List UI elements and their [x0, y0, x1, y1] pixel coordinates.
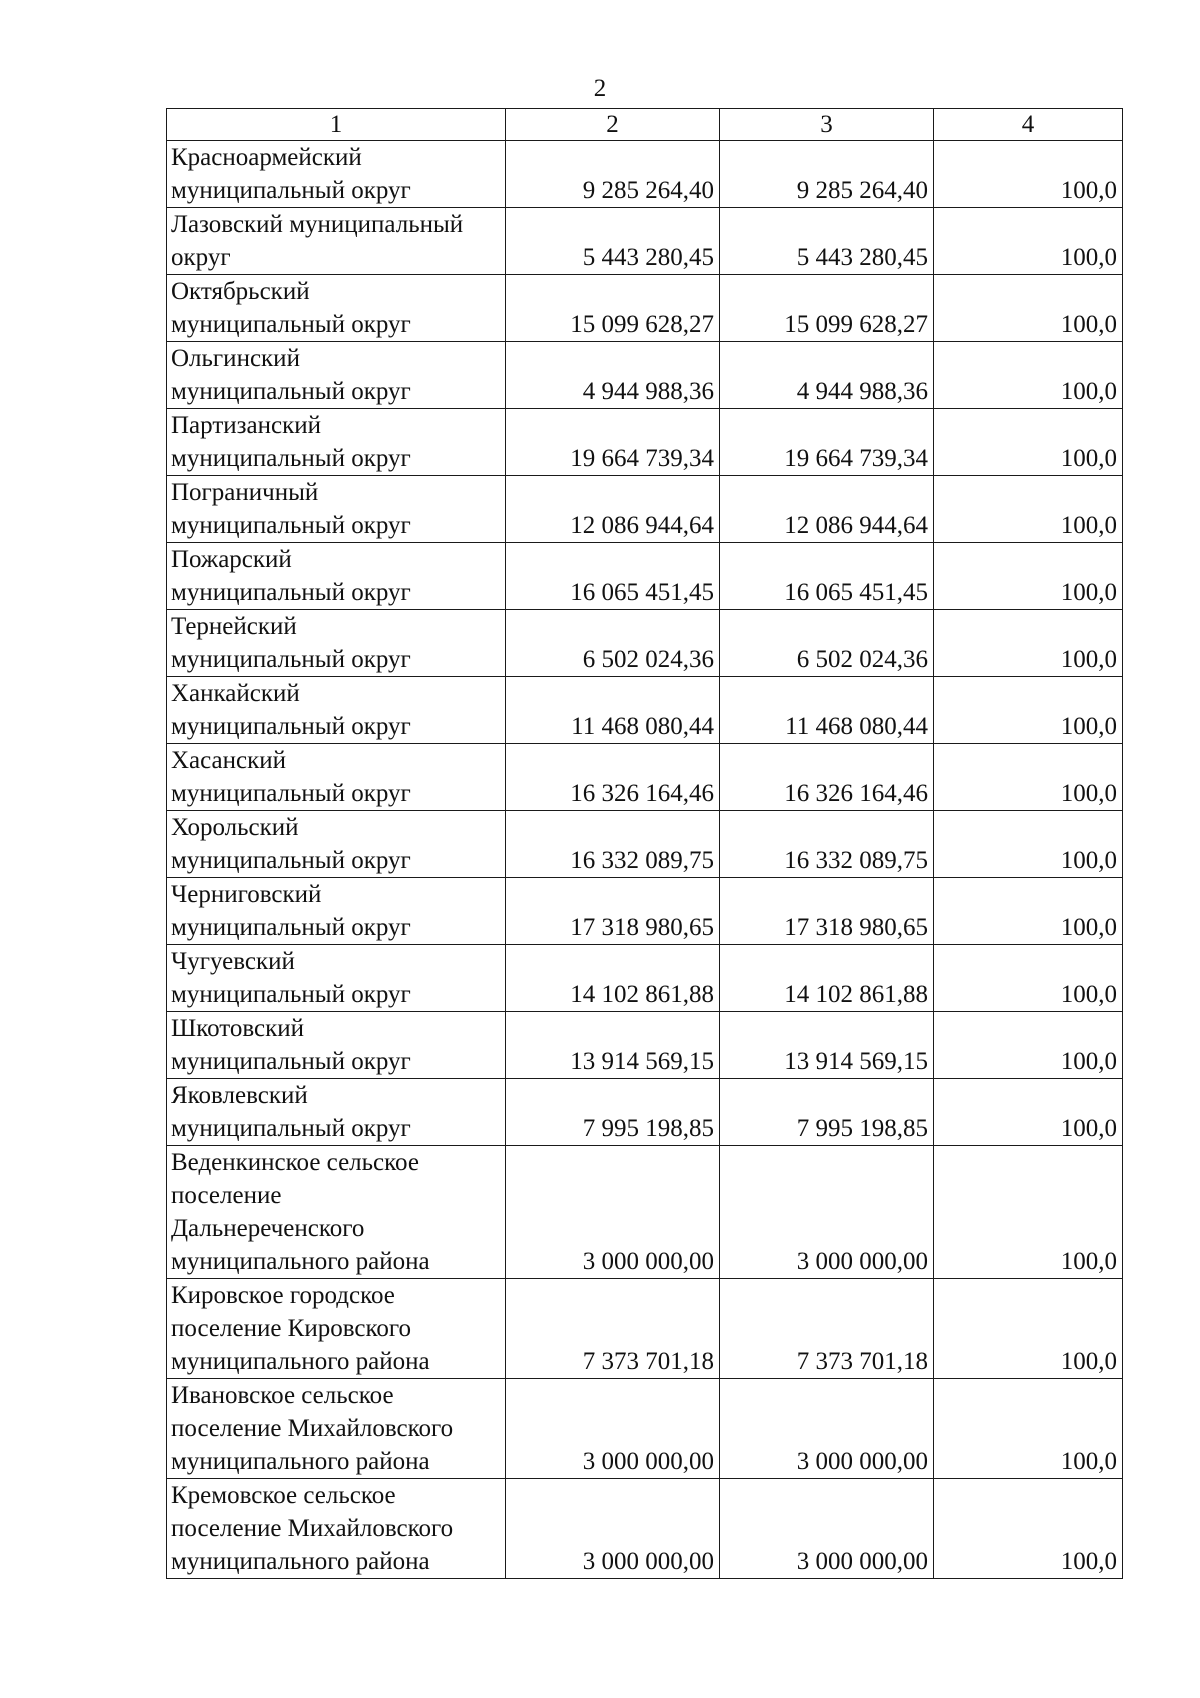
municipality-name-cell	[167, 409, 506, 476]
percent-cell: 100,0	[934, 1479, 1123, 1579]
amount-cell-col3: 6 502 024,36	[720, 610, 934, 677]
amount-cell-col3: 16 065 451,45	[720, 543, 934, 610]
percent-cell: 100,0	[934, 1379, 1123, 1479]
page-number: 2	[593, 75, 607, 102]
table-row	[167, 878, 1123, 945]
amount-cell-col2: 16 065 451,45	[506, 543, 720, 610]
municipality-name-cell	[167, 677, 506, 744]
municipality-name-cell	[167, 1012, 506, 1079]
municipality-name: Кировское городское поселение Кировского муниципального района	[171, 1282, 430, 1375]
amount-cell-col2: 19 664 739,34	[506, 409, 720, 476]
table-row	[167, 1479, 1123, 1579]
table-row	[167, 409, 1123, 476]
amount-cell-col2: 3 000 000,00	[506, 1146, 720, 1279]
municipality-name-cell	[167, 744, 506, 811]
amount-cell-col3: 13 914 569,15	[720, 1012, 934, 1079]
amount-cell-col2: 9 285 264,40	[506, 141, 720, 208]
amount-cell-col2: 3 000 000,00	[506, 1479, 720, 1579]
percent-cell: 100,0	[934, 409, 1123, 476]
municipality-name: Красноармейский муниципальный округ	[171, 144, 411, 204]
amount-cell-col3: 3 000 000,00	[720, 1479, 934, 1579]
municipality-name: Пожарский муниципальный округ	[171, 546, 411, 606]
municipality-name-cell	[167, 543, 506, 610]
percent-cell: 100,0	[934, 342, 1123, 409]
municipality-name-cell	[167, 945, 506, 1012]
amount-cell-col2: 7 373 701,18	[506, 1279, 720, 1379]
table-row	[167, 610, 1123, 677]
table-row	[167, 1079, 1123, 1146]
municipality-name: Тернейский муниципальный округ	[171, 613, 411, 673]
column-header-2: 2	[506, 109, 720, 141]
percent-cell: 100,0	[934, 677, 1123, 744]
amount-cell-col2: 16 326 164,46	[506, 744, 720, 811]
municipality-name-cell	[167, 1146, 506, 1279]
table-row	[167, 342, 1123, 409]
municipality-name: Пограничный муниципальный округ	[171, 479, 411, 539]
percent-cell: 100,0	[934, 878, 1123, 945]
amount-cell-col3: 19 664 739,34	[720, 409, 934, 476]
municipality-name-cell	[167, 342, 506, 409]
amount-cell-col3: 14 102 861,88	[720, 945, 934, 1012]
municipality-name: Хасанский муниципальный округ	[171, 747, 411, 807]
percent-cell: 100,0	[934, 1279, 1123, 1379]
table-row	[167, 945, 1123, 1012]
percent-cell: 100,0	[934, 543, 1123, 610]
percent-cell: 100,0	[934, 1146, 1123, 1279]
municipality-name: Октябрьский муниципальный округ	[171, 278, 411, 338]
table-row	[167, 1012, 1123, 1079]
amount-cell-col3: 3 000 000,00	[720, 1146, 934, 1279]
percent-cell: 100,0	[934, 1012, 1123, 1079]
amount-cell-col2: 14 102 861,88	[506, 945, 720, 1012]
allocation-table	[166, 108, 1123, 1579]
amount-cell-col3: 15 099 628,27	[720, 275, 934, 342]
municipality-name: Кремовское сельское поселение Михайловского муниципального района	[171, 1482, 454, 1575]
table-row	[167, 543, 1123, 610]
municipality-name-cell	[167, 1279, 506, 1379]
municipality-name: Шкотовский муниципальный округ	[171, 1015, 411, 1075]
municipality-name-cell	[167, 811, 506, 878]
percent-cell: 100,0	[934, 811, 1123, 878]
percent-cell: 100,0	[934, 275, 1123, 342]
amount-cell-col2: 12 086 944,64	[506, 476, 720, 543]
amount-cell-col2: 17 318 980,65	[506, 878, 720, 945]
amount-cell-col3: 17 318 980,65	[720, 878, 934, 945]
column-header-1: 1	[167, 109, 506, 141]
column-header-3: 3	[720, 109, 934, 141]
amount-cell-col3: 5 443 280,45	[720, 208, 934, 275]
amount-cell-col3: 3 000 000,00	[720, 1379, 934, 1479]
amount-cell-col3: 7 373 701,18	[720, 1279, 934, 1379]
municipality-name: Ивановское сельское поселение Михайловского муниципального района	[171, 1382, 454, 1475]
amount-cell-col2: 13 914 569,15	[506, 1012, 720, 1079]
municipality-name-cell	[167, 275, 506, 342]
amount-cell-col3: 9 285 264,40	[720, 141, 934, 208]
municipality-name: Черниговский муниципальный округ	[171, 881, 411, 941]
municipality-name-cell	[167, 1379, 506, 1479]
amount-cell-col2: 6 502 024,36	[506, 610, 720, 677]
municipality-name: Ханкайский муниципальный округ	[171, 680, 411, 740]
municipality-name-cell	[167, 141, 506, 208]
table-row	[167, 677, 1123, 744]
amount-cell-col3: 11 468 080,44	[720, 677, 934, 744]
municipality-name-cell	[167, 610, 506, 677]
municipality-name-cell	[167, 878, 506, 945]
table-row	[167, 208, 1123, 275]
percent-cell: 100,0	[934, 476, 1123, 543]
amount-cell-col2: 4 944 988,36	[506, 342, 720, 409]
amount-cell-col3: 7 995 198,85	[720, 1079, 934, 1146]
municipality-name-cell	[167, 1479, 506, 1579]
amount-cell-col2: 5 443 280,45	[506, 208, 720, 275]
amount-cell-col3: 4 944 988,36	[720, 342, 934, 409]
amount-cell-col2: 3 000 000,00	[506, 1379, 720, 1479]
municipality-name: Хорольский муниципальный округ	[171, 814, 411, 874]
amount-cell-col3: 12 086 944,64	[720, 476, 934, 543]
municipality-name: Яковлевский муниципальный округ	[171, 1082, 411, 1142]
table-row	[167, 275, 1123, 342]
municipality-name: Партизанский муниципальный округ	[171, 412, 411, 472]
percent-cell: 100,0	[934, 610, 1123, 677]
municipality-name-cell	[167, 1079, 506, 1146]
percent-cell: 100,0	[934, 208, 1123, 275]
municipality-name: Ольгинский муниципальный округ	[171, 345, 411, 405]
percent-cell: 100,0	[934, 744, 1123, 811]
table-row	[167, 1379, 1123, 1479]
percent-cell: 100,0	[934, 141, 1123, 208]
table-row	[167, 811, 1123, 878]
amount-cell-col2: 15 099 628,27	[506, 275, 720, 342]
percent-cell: 100,0	[934, 945, 1123, 1012]
column-header-4: 4	[934, 109, 1123, 141]
amount-cell-col3: 16 326 164,46	[720, 744, 934, 811]
amount-cell-col2: 11 468 080,44	[506, 677, 720, 744]
table-row	[167, 744, 1123, 811]
table-row	[167, 1146, 1123, 1279]
table-row	[167, 476, 1123, 543]
municipality-name-cell	[167, 476, 506, 543]
table-header-row	[167, 109, 1123, 141]
table-row	[167, 141, 1123, 208]
municipality-name: Лазовский муниципальный округ	[171, 211, 464, 271]
amount-cell-col2: 16 332 089,75	[506, 811, 720, 878]
table-row	[167, 1279, 1123, 1379]
amount-cell-col3: 16 332 089,75	[720, 811, 934, 878]
percent-cell: 100,0	[934, 1079, 1123, 1146]
municipality-name: Чугуевский муниципальный округ	[171, 948, 411, 1008]
amount-cell-col2: 7 995 198,85	[506, 1079, 720, 1146]
municipality-name-cell	[167, 208, 506, 275]
municipality-name: Веденкинское сельское поселение Дальнереченского муниципального района	[171, 1149, 430, 1275]
